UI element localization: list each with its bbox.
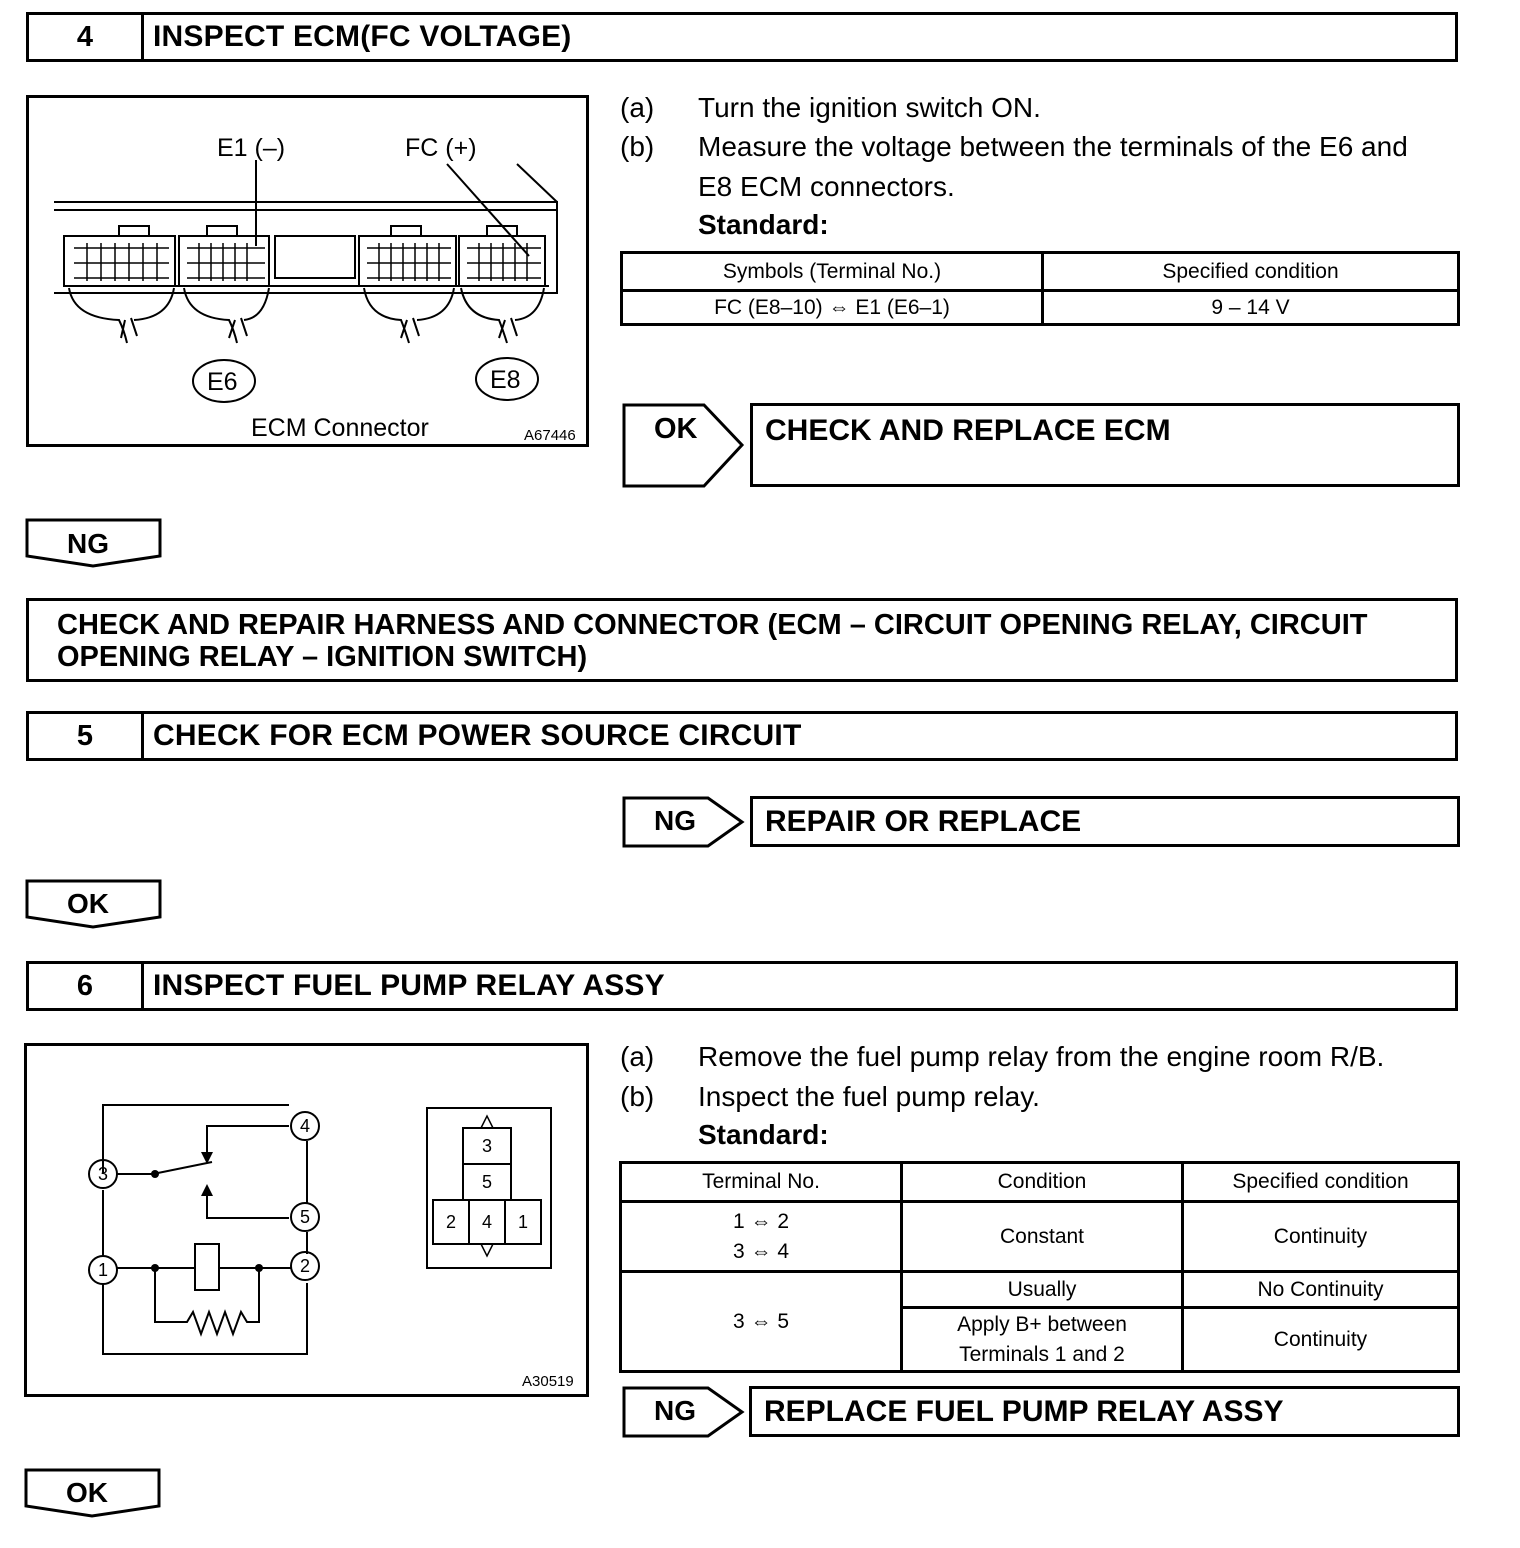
step6-instruction-b	[620, 1077, 1460, 1117]
table-cell: 9 – 14 V	[1043, 291, 1459, 325]
condition-line: Terminals 1 and 2	[959, 1342, 1125, 1366]
step-title: INSPECT FUEL PUMP RELAY ASSY	[153, 969, 665, 1002]
terminal-pair: 3 ⇔ 4	[732, 1239, 790, 1263]
repair-line-1: CHECK AND REPAIR HARNESS AND CONNECTOR (ECM – CIRCUIT OPENING RELAY, CIRCUIT	[57, 609, 1368, 641]
step-4-header	[26, 12, 1458, 62]
table-header: Specified condition	[1043, 253, 1459, 291]
step-number: 4	[29, 15, 144, 59]
tag-label: NG	[654, 1395, 696, 1426]
label-fc: FC (+)	[405, 134, 477, 162]
table-header: Condition	[902, 1163, 1183, 1202]
ng-down-tag	[25, 518, 162, 568]
step-6-header	[26, 961, 1458, 1011]
pin-label: 2	[299, 1256, 311, 1276]
table-header: Specified condition	[1183, 1163, 1459, 1202]
ok-tag	[622, 403, 746, 488]
table-cell: No Continuity	[1183, 1272, 1459, 1308]
step-label: (b)	[620, 1081, 655, 1112]
step-text: Inspect the fuel pump relay.	[698, 1081, 1040, 1112]
tag-label: OK	[654, 413, 698, 445]
step-label: (a)	[620, 92, 655, 123]
tag-label: NG	[67, 528, 109, 559]
terminal-pair: 1 ⇔ 2	[732, 1209, 790, 1233]
step4-instruction-b	[620, 127, 1460, 207]
ng-tag	[622, 1386, 746, 1438]
result-text: REPLACE FUEL PUMP RELAY ASSY	[764, 1394, 1284, 1428]
table-cell: Continuity	[1183, 1202, 1459, 1272]
table-cell: Continuity	[1183, 1308, 1459, 1372]
standard-label: Standard:	[698, 1119, 829, 1150]
pin-label: 5	[481, 1172, 493, 1192]
pin-label: 5	[299, 1207, 311, 1227]
table-cell: Constant	[902, 1202, 1183, 1272]
table-cell: FC (E8–10) ⇔ E1 (E6–1)	[622, 291, 1043, 325]
table-cell: 3 ⇔ 5	[621, 1272, 902, 1372]
figure-caption: ECM Connector	[251, 414, 429, 442]
result-text: CHECK AND REPLACE ECM	[765, 414, 1171, 447]
tag-label: OK	[67, 888, 109, 919]
step-number: 6	[29, 964, 144, 1008]
pin-label: 2	[445, 1212, 457, 1232]
step-title: CHECK FOR ECM POWER SOURCE CIRCUIT	[153, 719, 802, 752]
step-text: Turn the ignition switch ON.	[698, 92, 1041, 123]
pin-label: 4	[481, 1212, 493, 1232]
step-label: (a)	[620, 1041, 655, 1072]
step-label: (b)	[620, 131, 655, 162]
repair-line-2: OPENING RELAY – IGNITION SWITCH)	[57, 641, 588, 673]
repair-harness-box	[26, 598, 1458, 682]
step6-spec-table	[619, 1161, 1460, 1373]
step-text-cont: E8 ECM connectors.	[698, 171, 955, 202]
label-e1: E1 (–)	[217, 134, 286, 162]
pin-label: 1	[97, 1260, 109, 1280]
ng-result-box	[750, 796, 1460, 847]
tag-label: NG	[654, 805, 696, 836]
step-title: INSPECT ECM(FC VOLTAGE)	[153, 20, 572, 53]
relay-circuit-figure	[24, 1043, 589, 1397]
condition-line: Apply B+ between	[957, 1312, 1127, 1336]
figure-code: A30519	[522, 1373, 574, 1390]
step4-instruction-a	[620, 88, 1460, 128]
result-text: REPAIR OR REPLACE	[765, 804, 1082, 838]
step-text: Remove the fuel pump relay from the engine room R/B.	[698, 1041, 1385, 1072]
step-number: 5	[29, 714, 144, 758]
standard-label: Standard:	[698, 209, 829, 240]
relay-circuit-diagram	[27, 1046, 586, 1394]
ok-result-box	[750, 403, 1460, 487]
ok-down-tag	[25, 879, 162, 929]
pin-label: 1	[517, 1212, 529, 1232]
tag-label: OK	[66, 1477, 108, 1508]
table-header: Terminal No.	[621, 1163, 902, 1202]
step6-instruction-a	[620, 1037, 1460, 1077]
ng-tag	[622, 796, 746, 848]
table-header: Symbols (Terminal No.)	[622, 253, 1043, 291]
step4-spec-table	[620, 251, 1460, 326]
table-cell	[902, 1308, 1183, 1372]
ecm-connector-illustration	[29, 98, 586, 444]
ok-down-tag	[24, 1468, 161, 1518]
step-text: Measure the voltage between the terminals of the E6 and	[698, 131, 1408, 162]
pin-label: 3	[97, 1164, 109, 1184]
step-5-header	[26, 711, 1458, 761]
label-e8: E8	[490, 366, 521, 394]
table-cell: Usually	[902, 1272, 1183, 1308]
ecm-connector-figure	[26, 95, 589, 447]
label-e6: E6	[207, 368, 238, 396]
pin-label: 3	[481, 1136, 493, 1156]
pin-label: 4	[299, 1116, 311, 1136]
figure-code: A67446	[524, 427, 576, 444]
ng-result-box	[749, 1386, 1460, 1437]
table-cell	[621, 1202, 902, 1272]
